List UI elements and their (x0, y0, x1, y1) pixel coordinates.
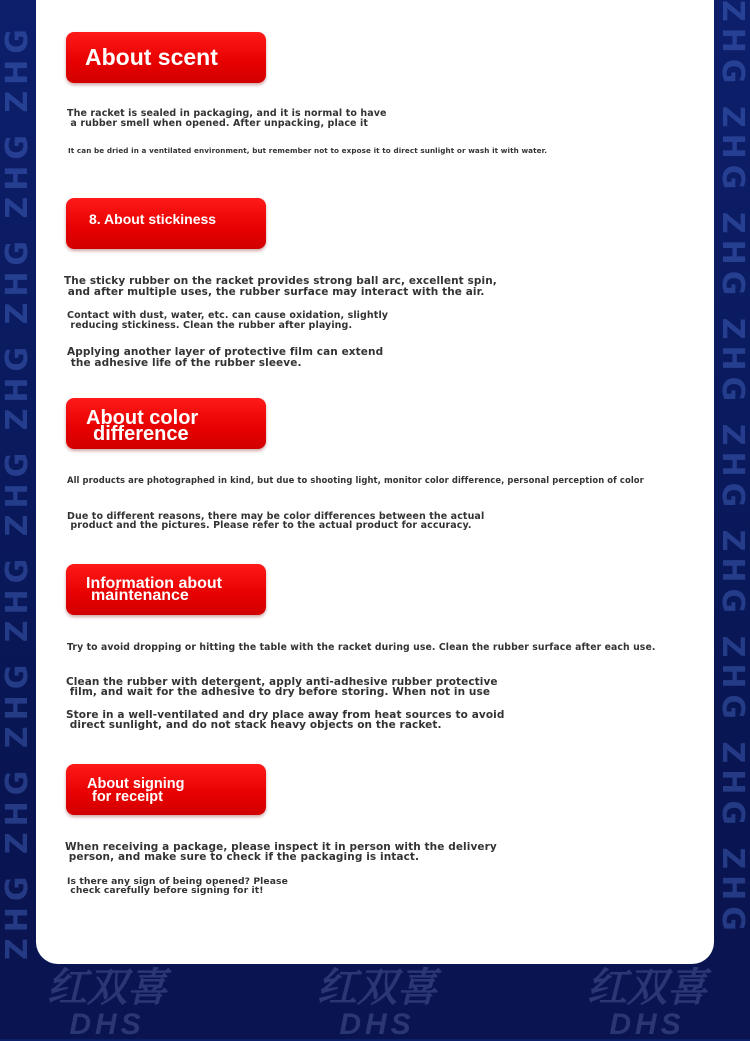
section-title-line: About scent (85, 44, 218, 70)
section-title-stickiness (66, 198, 266, 249)
brand-logo (2, 966, 212, 1039)
brand-logo-english: DHS (339, 1008, 415, 1041)
stickiness-paragraph-3: Applying another layer of protective film can extend the adhesive life of the rubber sleeve. (67, 346, 384, 369)
maintenance-paragraph-3: Store in a well-ventilated and dry place away from heat sources to avoid direct sunlight, and do not stack heavy objects on the racket. (66, 709, 505, 731)
section-title-line: difference (93, 422, 189, 445)
footer-logo-row (0, 966, 750, 1039)
section-title-line: maintenance (91, 586, 189, 604)
stickiness-paragraph-2: Contact with dust, water, etc. can cause oxidation, slightly reducing stickiness. Clean the rubber after playing. (67, 310, 389, 331)
color-paragraph-2: Due to different reasons, there may be color differences between the actual product and the pictures. Please refer to the actual product for accuracy. (67, 511, 485, 531)
section-title-scent (66, 32, 266, 83)
signing-paragraph-1: When receiving a package, please inspect it in person with the delivery person, and make sure to check if the packaging is intact. (65, 841, 497, 863)
scent-paragraph-1: The racket is sealed in packaging, and it is normal to have a rubber smell when opened. After unpacking, place it (67, 108, 387, 129)
maintenance-paragraph-1: Try to avoid dropping or hitting the table with the racket during use. Clean the rubber surface after each use. (67, 642, 656, 653)
brand-logo (272, 966, 482, 1039)
brand-logo-chinese: 红双喜 (587, 965, 707, 1011)
section-title-signing (66, 764, 266, 815)
section-title-line: About color (86, 406, 199, 429)
brand-logo (542, 966, 750, 1039)
section-title-line: Information about (86, 574, 222, 592)
brand-logo-english: DHS (609, 1008, 685, 1041)
section-title-line: for receipt (92, 789, 163, 805)
section-title-line: 8. About stickiness (89, 211, 217, 227)
section-title-maintenance (66, 564, 266, 615)
side-brand-watermark-right: ZHG ZHG ZHG ZHG ZHG ZHG ZHG ZHG ZHG (715, 0, 750, 937)
scent-paragraph-2: It can be dried in a ventilated environment, but remember not to expose it to direct sunlight or wash it with water. (68, 146, 548, 155)
maintenance-paragraph-2: Clean the rubber with detergent, apply anti-adhesive rubber protective film, and wait for the adhesive to dry before storing. When not in use (66, 676, 498, 698)
section-title-color-difference (66, 398, 266, 449)
brand-logo-chinese: 红双喜 (47, 965, 167, 1011)
brand-logo-chinese: 红双喜 (317, 965, 437, 1011)
section-title-line: About signing (87, 776, 185, 792)
signing-paragraph-2: Is there any sign of being opened? Please check carefully before signing for it! (67, 876, 288, 896)
color-paragraph-1: All products are photographed in kind, but due to shooting light, monitor color difference, personal perception of color (67, 475, 644, 485)
brand-logo-english: DHS (69, 1008, 145, 1041)
stickiness-paragraph-1: The sticky rubber on the racket provides strong ball arc, excellent spin, and after multiple uses, the rubber surface may interact with the air. (64, 275, 497, 298)
side-brand-watermark-left: ZHG ZHG ZHG ZHG ZHG ZHG ZHG ZHG ZHG (0, 23, 35, 960)
